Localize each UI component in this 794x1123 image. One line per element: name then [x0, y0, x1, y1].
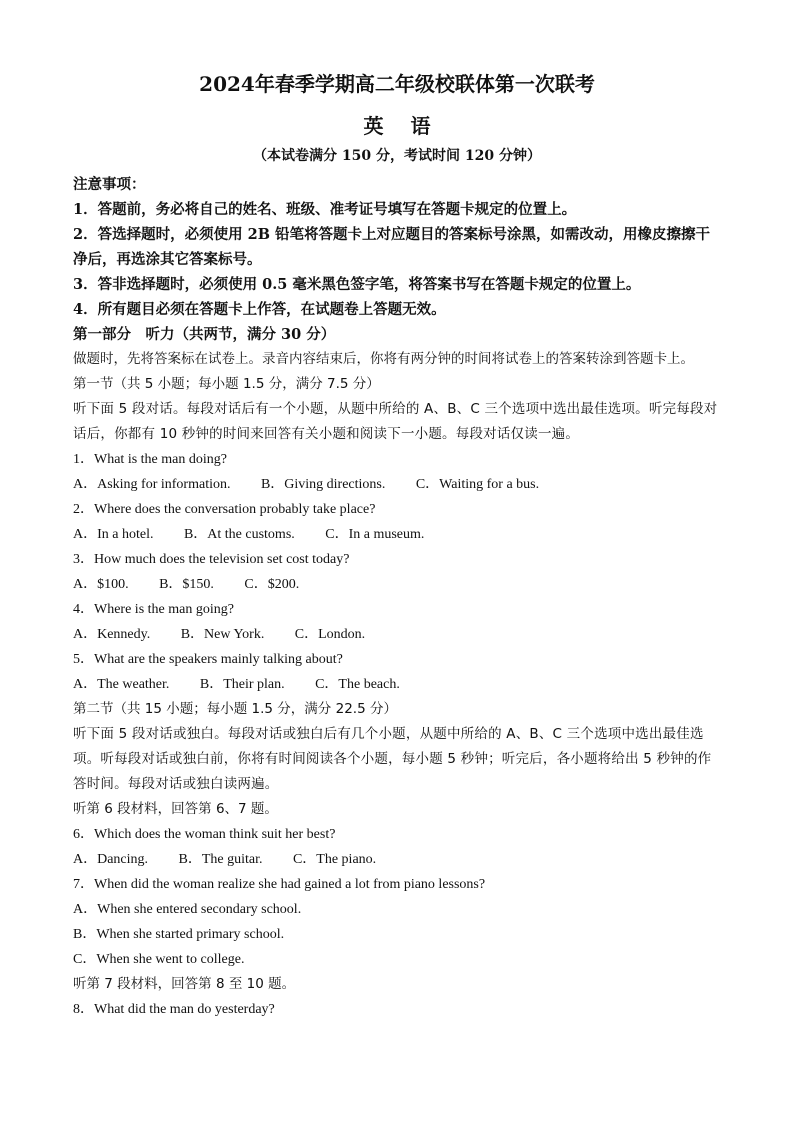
exam-body — [73, 172, 725, 1022]
option-a: A．Asking for information. — [73, 477, 231, 492]
notice-item-2: 2．答选择题时，必须使用 2B 铅笔将答题卡上对应题目的答案标号涂黑，如需改动，用橡皮擦擦干净后，再选涂其它答案标号。 — [73, 226, 711, 268]
option-b: B．The guitar. — [178, 852, 263, 867]
notice-heading: 注意事项： — [73, 176, 146, 193]
option-a: A．In a hotel. — [73, 527, 154, 542]
question-5-options — [73, 672, 725, 697]
question-2-options — [73, 522, 725, 547]
notice-item-4: 4．所有题目必须在答题卡上作答，在试题卷上答题无效。 — [73, 301, 446, 318]
section1-instruction: 听下面 5 段对话。每段对话后有一个小题，从题中所给的 A、B、C 三个选项中选出最佳选项。听完每段对话后，你都有 10 秒钟的时间来回答有关小题和阅读下一小题。每段对话仅读一遍。 — [73, 401, 718, 442]
option-b: B．New York. — [180, 627, 265, 642]
exam-title: 2024年春季学期高二年级校联体第一次联考 — [199, 72, 595, 96]
option-c: C．The piano. — [292, 852, 377, 867]
question-1-stem: 1．What is the man doing? — [73, 452, 227, 467]
question-2-stem: 2．Where does the conversation probably take place? — [73, 502, 376, 517]
option-b: B．$150. — [159, 577, 214, 592]
option-b: B．At the customs. — [183, 527, 295, 542]
option-a: A．Kennedy. — [73, 627, 151, 642]
option-c: C．London. — [294, 627, 366, 642]
subject-title: 英 语 — [363, 114, 441, 138]
option-b: B．Their plan. — [199, 677, 285, 692]
exam-info: （本试卷满分 150 分，考试时间 120 分钟） — [253, 148, 541, 164]
material-6-note: 听第 6 段材料，回答第 6、7 题。 — [73, 801, 278, 817]
section1-heading: 第一节（共 5 小题；每小题 1.5 分，满分 7.5 分） — [73, 376, 380, 392]
question-8-stem: 8．What did the man do yesterday? — [73, 1002, 275, 1017]
question-5-stem: 5．What are the speakers mainly talking about? — [73, 652, 343, 667]
option-a: A．The weather. — [73, 677, 170, 692]
question-4-stem: 4．Where is the man going? — [73, 602, 234, 617]
notice-item-1: 1．答题前，务必将自己的姓名、班级、准考证号填写在答题卡规定的位置上。 — [73, 201, 577, 218]
part1-heading: 第一部分 听力（共两节，满分 30 分） — [73, 326, 336, 343]
question-7-option-c: C．When she went to college. — [73, 952, 245, 967]
question-3-options — [73, 572, 725, 597]
question-3-stem: 3．How much does the television set cost today? — [73, 552, 350, 567]
question-7-option-a: A．When she entered secondary school. — [73, 902, 302, 917]
part1-instruction: 做题时，先将答案标在试卷上。录音内容结束后，你将有两分钟的时间将试卷上的答案转涂到答题卡上。 — [73, 351, 694, 367]
option-a: A．$100. — [73, 577, 129, 592]
section2-instruction: 听下面 5 段对话或独白。每段对话或独白后有几个小题，从题中所给的 A、B、C 三个选项中选出最佳选项。听每段对话或独白前，你将有时间阅读各个小题，每小题 5 秒钟；听完后，各小题将给出 5 秒钟的作答时间。每段对话或独白读两遍。 — [73, 726, 712, 792]
question-7-stem: 7．When did the woman realize she had gained a lot from piano lessons? — [73, 877, 486, 892]
notice-item-3: 3．答非选择题时，必须使用 0.5 毫米黑色签字笔，将答案书写在答题卡规定的位置上。 — [73, 276, 641, 293]
option-c: C．$200. — [244, 577, 300, 592]
material-7-note: 听第 7 段材料，回答第 8 至 10 题。 — [73, 976, 296, 992]
question-6-options — [73, 847, 725, 872]
question-7-option-b: B．When she started primary school. — [73, 927, 285, 942]
section2-heading: 第二节（共 15 小题；每小题 1.5 分，满分 22.5 分） — [73, 701, 397, 717]
question-6-stem: 6．Which does the woman think suit her best? — [73, 827, 336, 842]
option-a: A．Dancing. — [73, 852, 149, 867]
question-1-options — [73, 472, 725, 497]
option-c: C．The beach. — [315, 677, 400, 692]
question-4-options — [73, 622, 725, 647]
option-c: C．Waiting for a bus. — [415, 477, 540, 492]
option-b: B．Giving directions. — [260, 477, 386, 492]
option-c: C．In a museum. — [325, 527, 425, 542]
